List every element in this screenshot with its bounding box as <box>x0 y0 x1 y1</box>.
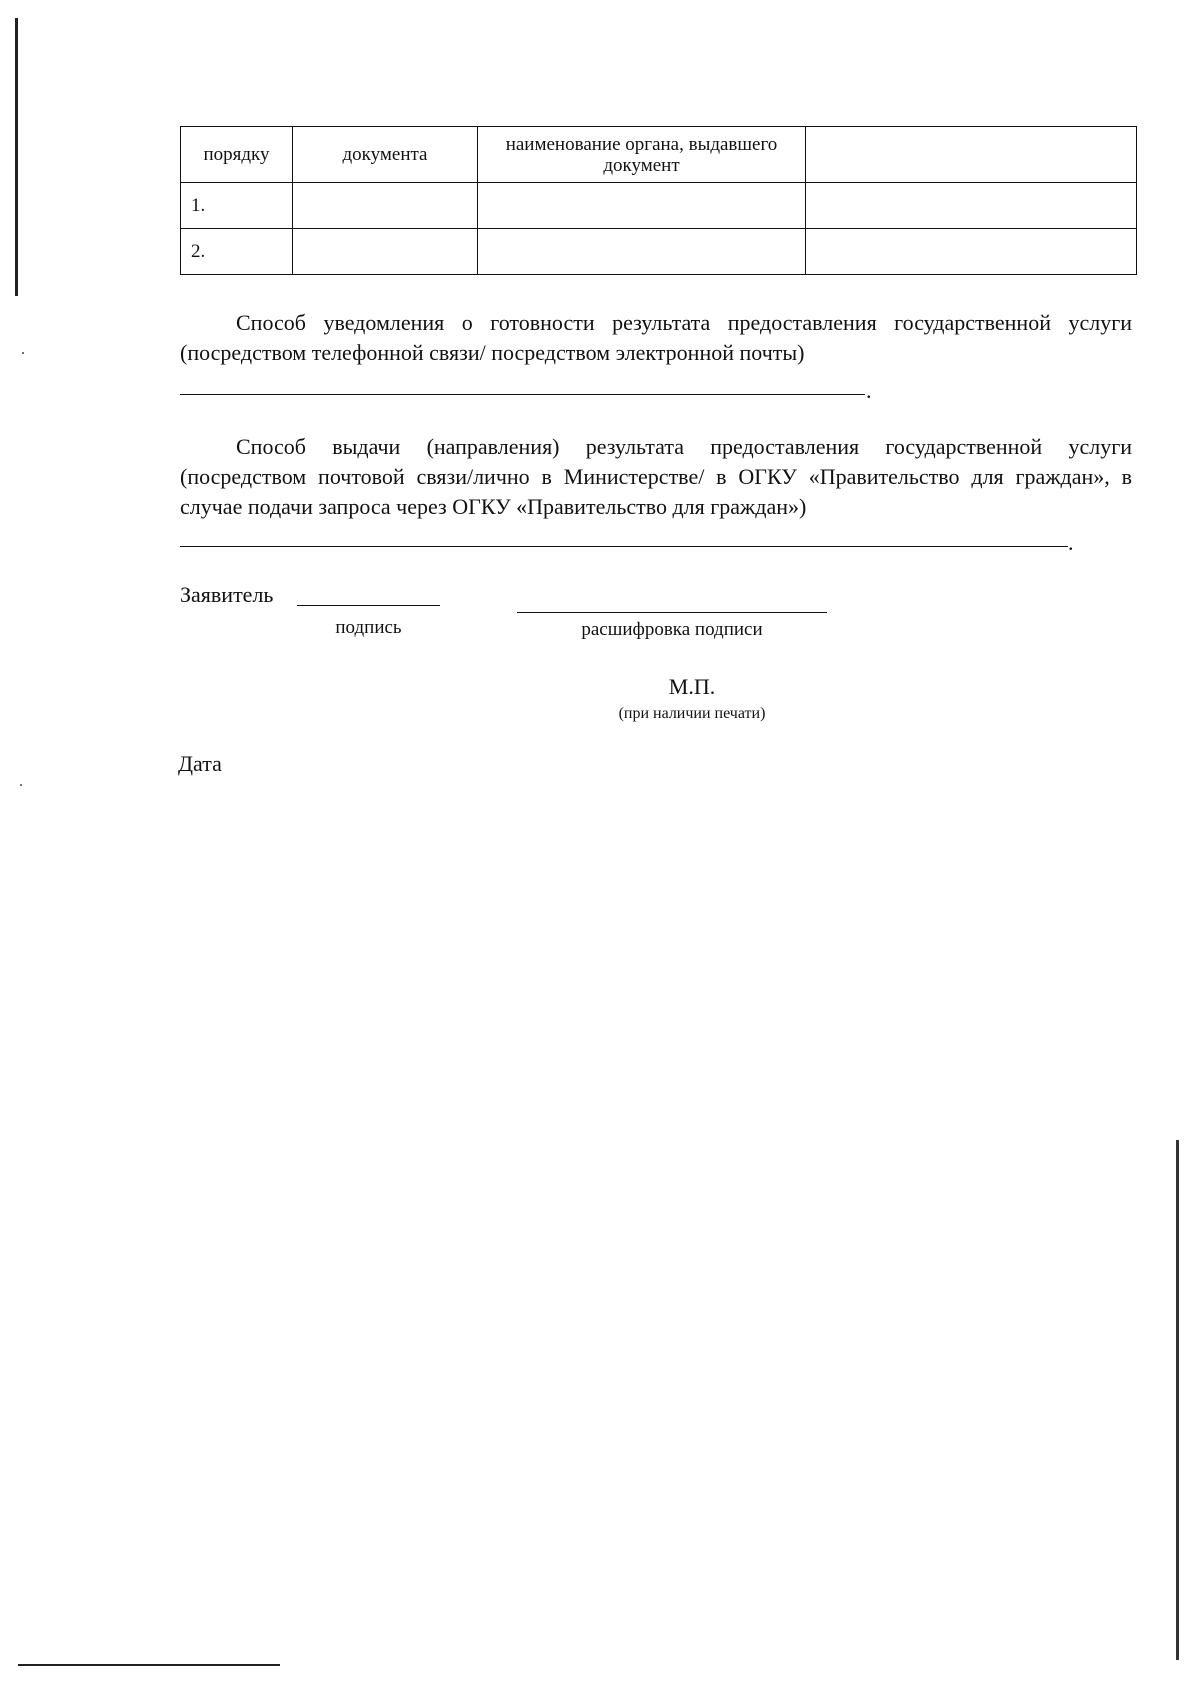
table-header-cell <box>806 127 1137 183</box>
signature-decoding-line <box>517 612 827 613</box>
table-header-cell: порядку <box>181 127 293 183</box>
notification-fill-line <box>180 394 865 395</box>
table-cell <box>478 183 806 229</box>
issuance-paragraph <box>180 432 1132 522</box>
signature-line <box>297 605 440 606</box>
scan-speck <box>20 784 22 786</box>
table-cell <box>806 183 1137 229</box>
scan-edge-right <box>1176 1140 1179 1660</box>
scan-edge-left <box>15 18 18 296</box>
table-row <box>181 183 1137 229</box>
signature-decoding-caption: расшифровка подписи <box>581 619 763 640</box>
table-cell <box>293 183 478 229</box>
date-label: Дата <box>178 751 222 776</box>
notification-text: Способ уведомления о готовности результата предоставления государственной услуги (посредством телефонной связи/ посредством электронной почты) <box>180 310 1132 365</box>
stamp-note: (при наличии печати) <box>618 705 766 722</box>
stamp-label: М.П. <box>668 674 716 699</box>
issuance-text: Способ выдачи (направления) результата предоставления государственной услуги (посредством почтовой связи/лично в Министерстве/ в ОГКУ «Правительство для граждан», в случае подачи запроса через ОГКУ «Правительство для граждан») <box>180 434 1132 519</box>
scan-speck <box>22 352 24 354</box>
applicant-label: Заявитель <box>180 582 274 607</box>
table-cell <box>478 229 806 275</box>
table-header-row <box>181 127 1137 183</box>
table-cell-number: 1. <box>181 183 293 229</box>
notification-paragraph <box>180 308 1132 368</box>
issuance-fill-line <box>180 546 1068 547</box>
table-row <box>181 229 1137 275</box>
table-header-cell: наименование органа, выдавшего документ <box>478 127 806 183</box>
notification-end: . <box>866 378 872 403</box>
table-cell <box>293 229 478 275</box>
scan-edge-bottom <box>18 1664 280 1666</box>
table-cell-number: 2. <box>181 229 293 275</box>
table-cell <box>806 229 1137 275</box>
documents-table <box>180 126 1137 275</box>
issuance-end: . <box>1068 530 1074 555</box>
table-header-cell: документа <box>293 127 478 183</box>
signature-caption: подпись <box>335 617 402 638</box>
